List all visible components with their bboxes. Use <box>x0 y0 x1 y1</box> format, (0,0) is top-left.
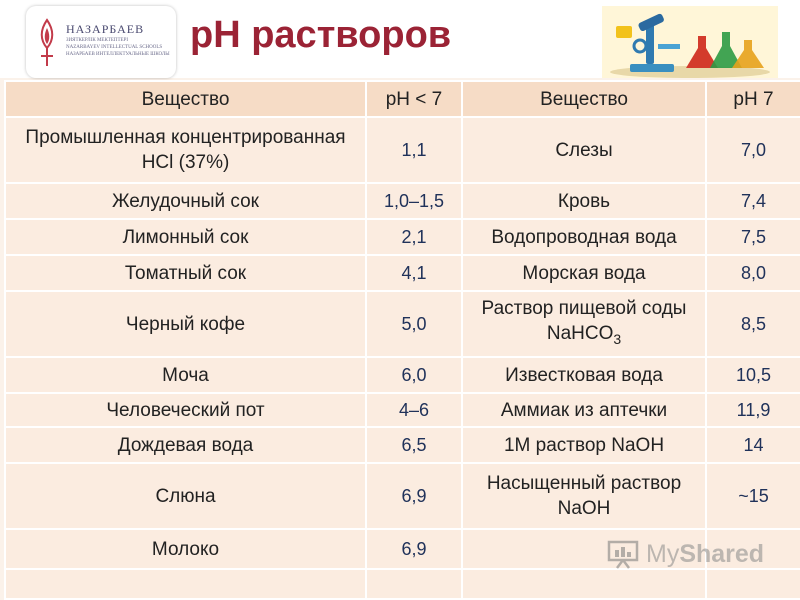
cell-left-name: Молоко <box>5 529 366 569</box>
cell-left-ph: 1,1 <box>366 117 462 183</box>
header-ph-base: pH 7 <box>706 81 800 117</box>
cell-left-name: Томатный сок <box>5 255 366 291</box>
cell-left-name: Черный кофе <box>5 291 366 357</box>
cell-right-ph: 10,5 <box>706 357 800 393</box>
header-substance-acid: Вещество <box>5 81 366 117</box>
table-row <box>5 463 800 529</box>
watermark-text-my: My <box>646 539 680 568</box>
table-row <box>5 393 800 427</box>
cell-left-name: Человеческий пот <box>5 393 366 427</box>
cell-left-name: Промышленная концентрированная HCl (37%) <box>5 117 366 183</box>
cell-left-ph: 6,9 <box>366 463 462 529</box>
cell-left-name: Желудочный сок <box>5 183 366 219</box>
cell-left-ph: 6,5 <box>366 427 462 463</box>
cell-right-ph: 8,0 <box>706 255 800 291</box>
cell-right-ph: 11,9 <box>706 393 800 427</box>
cell-left-ph: 5,0 <box>366 291 462 357</box>
cell-left-ph: 6,9 <box>366 529 462 569</box>
cell-right-name: Известковая вода <box>462 357 706 393</box>
cell-right-ph: 8,5 <box>706 291 800 357</box>
cell-right-ph: 7,4 <box>706 183 800 219</box>
page-title: pH растворов <box>190 14 452 56</box>
cell-right-ph: 7,5 <box>706 219 800 255</box>
cell-left-name <box>5 569 366 599</box>
school-logo <box>26 6 176 78</box>
cell-left-ph: 4,1 <box>366 255 462 291</box>
header-substance-base: Вещество <box>462 81 706 117</box>
presentation-board-icon <box>606 538 640 570</box>
cell-left-name: Лимонный сок <box>5 219 366 255</box>
table-header-row <box>5 81 800 117</box>
cell-right-name <box>462 569 706 599</box>
table-row <box>5 427 800 463</box>
cell-left-name: Слюна <box>5 463 366 529</box>
cell-right-ph: 14 <box>706 427 800 463</box>
cell-left-name: Дождевая вода <box>5 427 366 463</box>
cell-right-name: Аммиак из аптечки <box>462 393 706 427</box>
logo-subtitle: ЗИЯТКЕРЛІК МЕКТЕПТЕРІ NAZARBAYEV INTELLECTUAL SCHOOLS НАЗАРБАЕВ ИНТЕЛЛЕКТУАЛЬНЫЕ ШКОЛЫ <box>66 38 170 57</box>
cell-right-name: Водопроводная вода <box>462 219 706 255</box>
cell-left-ph: 1,0–1,5 <box>366 183 462 219</box>
microscope-lab-picture <box>602 6 778 78</box>
cell-right-ph: ~15 <box>706 463 800 529</box>
cell-right-ph <box>706 569 800 599</box>
ph-table <box>4 80 800 600</box>
table-row <box>5 219 800 255</box>
table-row <box>5 117 800 183</box>
table-row <box>5 183 800 219</box>
logo-name: НАЗАРБАЕВ <box>66 22 145 36</box>
cell-left-ph: 2,1 <box>366 219 462 255</box>
cell-right-ph: 7,0 <box>706 117 800 183</box>
cell-right-name: Кровь <box>462 183 706 219</box>
cell-right-name: Раствор пищевой соды NaHCO$_3$ <box>462 291 706 357</box>
cell-right-name: Слезы <box>462 117 706 183</box>
cell-right-name: Морская вода <box>462 255 706 291</box>
table-row <box>5 291 800 357</box>
watermark-text-shared: Shared <box>679 539 765 568</box>
cell-left-ph: 4–6 <box>366 393 462 427</box>
cell-left-name: Моча <box>5 357 366 393</box>
header-ph-acid: pH < 7 <box>366 81 462 117</box>
table-row <box>5 255 800 291</box>
cell-left-ph <box>366 569 462 599</box>
cell-right-name: Насыщенный раствор NaOH <box>462 463 706 529</box>
table-row <box>5 357 800 393</box>
cell-right-name: 1M раствор NaOH <box>462 427 706 463</box>
flame-figure-icon <box>36 18 58 68</box>
myshared-watermark <box>606 536 764 572</box>
cell-left-ph: 6,0 <box>366 357 462 393</box>
table-row <box>5 569 800 599</box>
